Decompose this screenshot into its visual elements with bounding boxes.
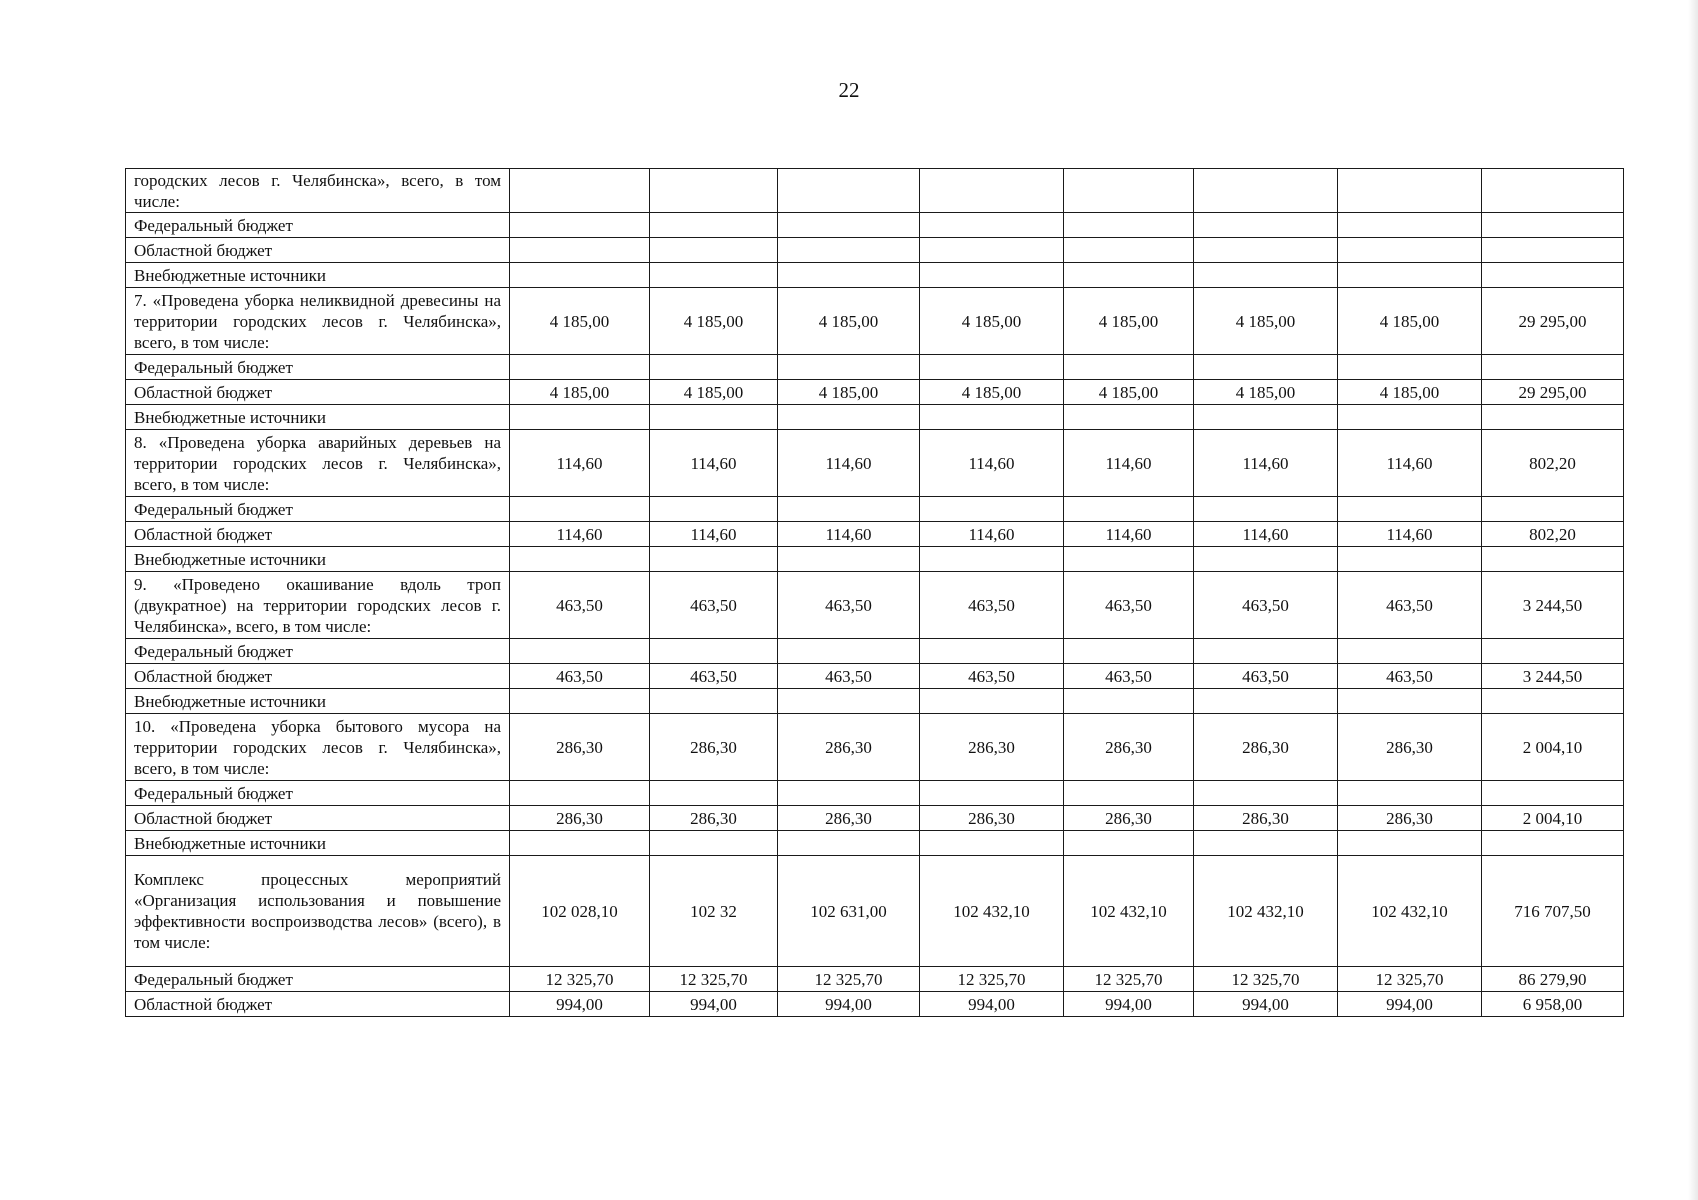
- value-cell: [650, 213, 778, 238]
- value-cell: 12 325,70: [920, 967, 1064, 992]
- value-cell: 286,30: [510, 806, 650, 831]
- value-cell: 114,60: [510, 522, 650, 547]
- value-cell: 4 185,00: [1338, 380, 1482, 405]
- value-cell: 286,30: [920, 806, 1064, 831]
- value-cell: 12 325,70: [510, 967, 650, 992]
- value-cell: [778, 547, 920, 572]
- value-cell: [778, 263, 920, 288]
- value-cell: [650, 405, 778, 430]
- value-cell: [778, 355, 920, 380]
- total-cell: 29 295,00: [1482, 288, 1624, 355]
- value-cell: [1064, 263, 1194, 288]
- value-cell: 12 325,70: [1064, 967, 1194, 992]
- value-cell: [1194, 213, 1338, 238]
- total-cell: [1482, 238, 1624, 263]
- value-cell: 463,50: [510, 664, 650, 689]
- value-cell: [1064, 405, 1194, 430]
- value-cell: [778, 169, 920, 213]
- value-cell: [650, 263, 778, 288]
- row-label: Федеральный бюджет: [126, 781, 510, 806]
- value-cell: 463,50: [778, 572, 920, 639]
- value-cell: 994,00: [1194, 992, 1338, 1017]
- value-cell: [1194, 639, 1338, 664]
- value-cell: [650, 781, 778, 806]
- value-cell: 286,30: [1338, 714, 1482, 781]
- table-row: [126, 405, 1624, 430]
- value-cell: [1338, 639, 1482, 664]
- table-row: [126, 380, 1624, 405]
- value-cell: 4 185,00: [650, 288, 778, 355]
- value-cell: [650, 355, 778, 380]
- value-cell: 463,50: [920, 572, 1064, 639]
- table-row: [126, 992, 1624, 1017]
- value-cell: 114,60: [778, 430, 920, 497]
- value-cell: [920, 213, 1064, 238]
- value-cell: 463,50: [1064, 664, 1194, 689]
- value-cell: [1338, 781, 1482, 806]
- total-cell: 86 279,90: [1482, 967, 1624, 992]
- value-cell: 114,60: [650, 430, 778, 497]
- table-row: [126, 806, 1624, 831]
- total-cell: 6 958,00: [1482, 992, 1624, 1017]
- value-cell: [1338, 263, 1482, 288]
- value-cell: [650, 497, 778, 522]
- total-cell: [1482, 639, 1624, 664]
- value-cell: [1194, 781, 1338, 806]
- table-row: [126, 497, 1624, 522]
- table-row: [126, 831, 1624, 856]
- value-cell: [778, 405, 920, 430]
- value-cell: 114,60: [1338, 430, 1482, 497]
- table-row: [126, 781, 1624, 806]
- value-cell: 4 185,00: [778, 380, 920, 405]
- value-cell: 463,50: [920, 664, 1064, 689]
- value-cell: 286,30: [1064, 714, 1194, 781]
- value-cell: 102 631,00: [778, 856, 920, 967]
- value-cell: [920, 355, 1064, 380]
- row-label: Федеральный бюджет: [126, 213, 510, 238]
- value-cell: [510, 238, 650, 263]
- value-cell: 994,00: [510, 992, 650, 1017]
- value-cell: [1064, 497, 1194, 522]
- table-row: [126, 714, 1624, 781]
- value-cell: [510, 689, 650, 714]
- value-cell: 4 185,00: [1064, 288, 1194, 355]
- value-cell: [650, 547, 778, 572]
- table-row: [126, 572, 1624, 639]
- total-cell: 802,20: [1482, 430, 1624, 497]
- row-label: Областной бюджет: [126, 806, 510, 831]
- value-cell: 286,30: [1338, 806, 1482, 831]
- total-cell: 802,20: [1482, 522, 1624, 547]
- value-cell: 102 432,10: [920, 856, 1064, 967]
- value-cell: 102 432,10: [1064, 856, 1194, 967]
- value-cell: 994,00: [920, 992, 1064, 1017]
- row-label: Федеральный бюджет: [126, 639, 510, 664]
- value-cell: 4 185,00: [920, 380, 1064, 405]
- total-cell: 3 244,50: [1482, 664, 1624, 689]
- value-cell: [920, 405, 1064, 430]
- value-cell: 994,00: [650, 992, 778, 1017]
- value-cell: [920, 497, 1064, 522]
- row-label: Внебюджетные источники: [126, 831, 510, 856]
- value-cell: [1064, 355, 1194, 380]
- value-cell: 12 325,70: [650, 967, 778, 992]
- value-cell: [650, 689, 778, 714]
- value-cell: [778, 781, 920, 806]
- row-label: Внебюджетные источники: [126, 405, 510, 430]
- total-cell: [1482, 355, 1624, 380]
- value-cell: 114,60: [920, 522, 1064, 547]
- value-cell: 286,30: [1194, 806, 1338, 831]
- value-cell: 463,50: [1064, 572, 1194, 639]
- value-cell: 463,50: [778, 664, 920, 689]
- row-label: Областной бюджет: [126, 664, 510, 689]
- value-cell: 286,30: [778, 714, 920, 781]
- value-cell: [778, 497, 920, 522]
- row-label: Областной бюджет: [126, 522, 510, 547]
- value-cell: 114,60: [1338, 522, 1482, 547]
- total-cell: 2 004,10: [1482, 806, 1624, 831]
- row-label: Внебюджетные источники: [126, 263, 510, 288]
- value-cell: [778, 639, 920, 664]
- row-label: Федеральный бюджет: [126, 355, 510, 380]
- value-cell: [1194, 405, 1338, 430]
- value-cell: [650, 831, 778, 856]
- value-cell: [510, 831, 650, 856]
- value-cell: 114,60: [1194, 522, 1338, 547]
- row-label: 10. «Проведена уборка бытового мусора на территории городских лесов г. Челябинска», всего, в том числе:: [126, 714, 510, 781]
- value-cell: [650, 639, 778, 664]
- table-row: [126, 522, 1624, 547]
- value-cell: 286,30: [510, 714, 650, 781]
- value-cell: 463,50: [1194, 572, 1338, 639]
- value-cell: [510, 781, 650, 806]
- value-cell: 994,00: [1338, 992, 1482, 1017]
- value-cell: 286,30: [650, 714, 778, 781]
- table-row: [126, 856, 1624, 967]
- value-cell: [1064, 639, 1194, 664]
- table-row: [126, 213, 1624, 238]
- total-cell: [1482, 497, 1624, 522]
- value-cell: 463,50: [510, 572, 650, 639]
- value-cell: [1064, 689, 1194, 714]
- row-label: 8. «Проведена уборка аварийных деревьев на территории городских лесов г. Челябинска», всего, в том числе:: [126, 430, 510, 497]
- value-cell: [510, 547, 650, 572]
- value-cell: 114,60: [1194, 430, 1338, 497]
- total-cell: [1482, 169, 1624, 213]
- table-row: [126, 639, 1624, 664]
- value-cell: 4 185,00: [1064, 380, 1194, 405]
- table-row: [126, 288, 1624, 355]
- value-cell: [1194, 689, 1338, 714]
- value-cell: [510, 263, 650, 288]
- value-cell: [1064, 547, 1194, 572]
- value-cell: [920, 781, 1064, 806]
- row-label: Областной бюджет: [126, 238, 510, 263]
- value-cell: 114,60: [778, 522, 920, 547]
- total-cell: [1482, 831, 1624, 856]
- total-cell: [1482, 689, 1624, 714]
- table-row: [126, 430, 1624, 497]
- table-row: [126, 664, 1624, 689]
- value-cell: [1064, 781, 1194, 806]
- value-cell: 4 185,00: [650, 380, 778, 405]
- value-cell: [1338, 689, 1482, 714]
- value-cell: 114,60: [1064, 522, 1194, 547]
- value-cell: [1338, 547, 1482, 572]
- value-cell: [1064, 213, 1194, 238]
- value-cell: [1064, 238, 1194, 263]
- value-cell: 463,50: [650, 572, 778, 639]
- value-cell: 286,30: [778, 806, 920, 831]
- value-cell: [650, 169, 778, 213]
- row-label: Комплекс процессных мероприятий «Организация использования и повышение эффективности воспроизводства лесов» (всего), в том числе:: [126, 856, 510, 967]
- value-cell: 102 432,10: [1338, 856, 1482, 967]
- value-cell: [510, 213, 650, 238]
- value-cell: 463,50: [1338, 664, 1482, 689]
- value-cell: [1194, 831, 1338, 856]
- value-cell: [920, 263, 1064, 288]
- value-cell: [1338, 213, 1482, 238]
- total-cell: [1482, 781, 1624, 806]
- value-cell: [1194, 497, 1338, 522]
- value-cell: 286,30: [1064, 806, 1194, 831]
- table-row: [126, 169, 1624, 213]
- value-cell: [920, 169, 1064, 213]
- value-cell: [510, 497, 650, 522]
- total-cell: [1482, 405, 1624, 430]
- value-cell: [920, 547, 1064, 572]
- value-cell: 994,00: [778, 992, 920, 1017]
- value-cell: [920, 639, 1064, 664]
- value-cell: [1194, 547, 1338, 572]
- total-cell: 716 707,50: [1482, 856, 1624, 967]
- value-cell: [1338, 497, 1482, 522]
- value-cell: [1194, 355, 1338, 380]
- table-row: [126, 238, 1624, 263]
- value-cell: 114,60: [650, 522, 778, 547]
- total-cell: [1482, 547, 1624, 572]
- value-cell: [920, 831, 1064, 856]
- value-cell: [1194, 263, 1338, 288]
- row-label: Областной бюджет: [126, 992, 510, 1017]
- value-cell: [778, 238, 920, 263]
- value-cell: [650, 238, 778, 263]
- row-label: городских лесов г. Челябинска», всего, в том числе:: [126, 169, 510, 213]
- value-cell: 994,00: [1064, 992, 1194, 1017]
- value-cell: [778, 689, 920, 714]
- value-cell: 4 185,00: [510, 288, 650, 355]
- value-cell: 4 185,00: [1338, 288, 1482, 355]
- value-cell: 4 185,00: [920, 288, 1064, 355]
- value-cell: [920, 238, 1064, 263]
- value-cell: [778, 831, 920, 856]
- value-cell: 114,60: [510, 430, 650, 497]
- table-row: [126, 547, 1624, 572]
- row-label: Внебюджетные источники: [126, 547, 510, 572]
- row-label: Федеральный бюджет: [126, 497, 510, 522]
- row-label: Внебюджетные источники: [126, 689, 510, 714]
- value-cell: 102 028,10: [510, 856, 650, 967]
- value-cell: 4 185,00: [1194, 380, 1338, 405]
- value-cell: [1338, 238, 1482, 263]
- value-cell: 12 325,70: [778, 967, 920, 992]
- scan-edge-shadow: [1688, 0, 1698, 1200]
- value-cell: [1194, 238, 1338, 263]
- value-cell: 114,60: [920, 430, 1064, 497]
- row-label: Областной бюджет: [126, 380, 510, 405]
- value-cell: 463,50: [1338, 572, 1482, 639]
- value-cell: 102 32: [650, 856, 778, 967]
- value-cell: 114,60: [1064, 430, 1194, 497]
- value-cell: 12 325,70: [1194, 967, 1338, 992]
- value-cell: [920, 689, 1064, 714]
- value-cell: [1064, 831, 1194, 856]
- value-cell: [1338, 355, 1482, 380]
- table-row: [126, 967, 1624, 992]
- page-number: 22: [838, 78, 860, 102]
- table-row: [126, 689, 1624, 714]
- row-label: 9. «Проведено окашивание вдоль троп (двукратное) на территории городских лесов г. Челябинска», всего, в том числе:: [126, 572, 510, 639]
- table-row: [126, 263, 1624, 288]
- value-cell: [510, 169, 650, 213]
- value-cell: 286,30: [1194, 714, 1338, 781]
- value-cell: 463,50: [650, 664, 778, 689]
- table-row: [126, 355, 1624, 380]
- row-label: 7. «Проведена уборка неликвидной древесины на территории городских лесов г. Челябинска», всего, в том числе:: [126, 288, 510, 355]
- value-cell: 463,50: [1194, 664, 1338, 689]
- value-cell: 4 185,00: [1194, 288, 1338, 355]
- value-cell: 4 185,00: [778, 288, 920, 355]
- row-label: Федеральный бюджет: [126, 967, 510, 992]
- value-cell: 286,30: [920, 714, 1064, 781]
- value-cell: 4 185,00: [510, 380, 650, 405]
- value-cell: [778, 213, 920, 238]
- value-cell: [1194, 169, 1338, 213]
- total-cell: 3 244,50: [1482, 572, 1624, 639]
- value-cell: [1338, 405, 1482, 430]
- table-body: [126, 169, 1624, 1017]
- value-cell: [510, 405, 650, 430]
- value-cell: 12 325,70: [1338, 967, 1482, 992]
- value-cell: [1338, 169, 1482, 213]
- value-cell: 102 432,10: [1194, 856, 1338, 967]
- total-cell: [1482, 213, 1624, 238]
- budget-table: [125, 168, 1624, 1017]
- total-cell: 29 295,00: [1482, 380, 1624, 405]
- total-cell: [1482, 263, 1624, 288]
- value-cell: [510, 355, 650, 380]
- total-cell: 2 004,10: [1482, 714, 1624, 781]
- value-cell: [1064, 169, 1194, 213]
- value-cell: [510, 639, 650, 664]
- value-cell: [1338, 831, 1482, 856]
- value-cell: 286,30: [650, 806, 778, 831]
